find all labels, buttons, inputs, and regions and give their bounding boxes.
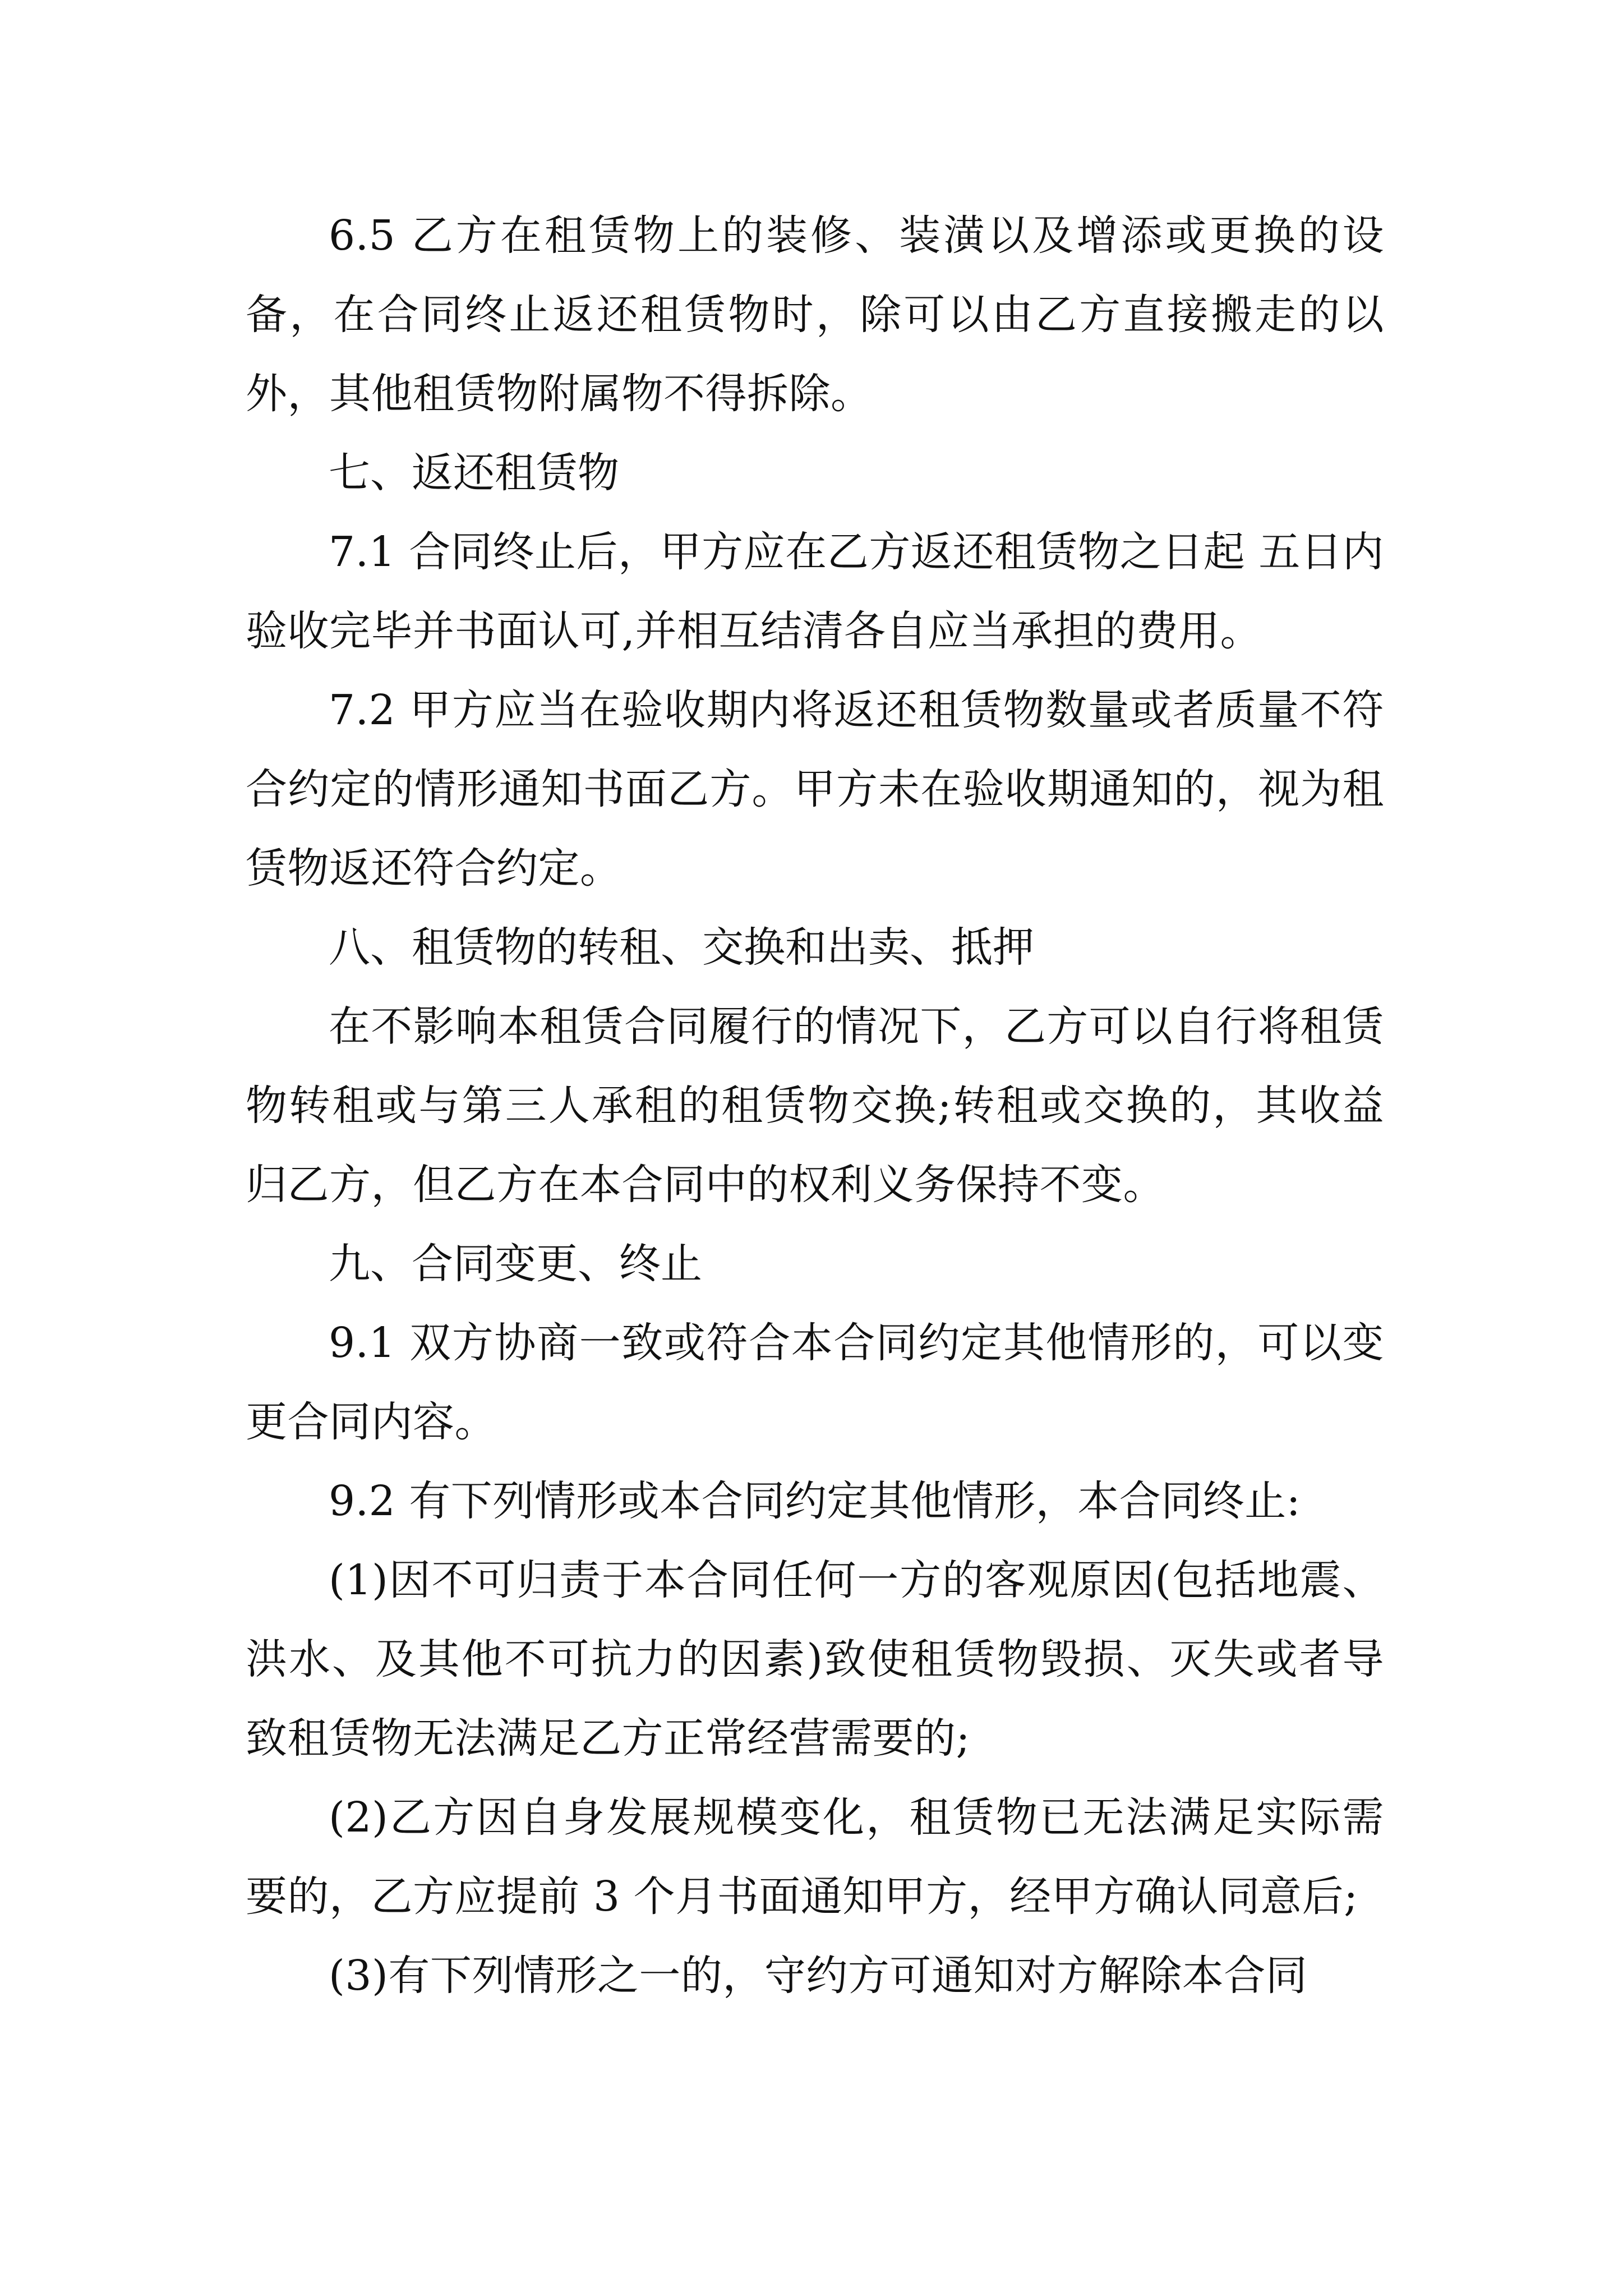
clause-6-5: 6.5 乙方在租赁物上的装修、装潢以及增添或更换的设备，在合同终止返还租赁物时，除可以由乙方直接搬走的以外，其他租赁物附属物不得拆除。 [246, 211, 1384, 418]
clause-9-2: 9.2 有下列情形或本合同约定其他情形，本合同终止: [329, 1477, 1301, 1525]
clause-9-2-item-2: (2)乙方因自身发展规模变化，租赁物已无法满足实际需要的，乙方应提前 3 个月书面通知甲方，经甲方确认同意后; [246, 1793, 1384, 1921]
section-heading-7: 七、返还租赁物 [329, 449, 619, 497]
section-heading-9: 九、合同变更、终止 [329, 1240, 702, 1288]
clause-9-2-item-1: (1)因不可归责于本合同任何一方的客观原因(包括地震、洪水、及其他不可抗力的因素)致使租赁物毁损、灭失或者导致租赁物无法满足乙方正常经营需要的; [246, 1556, 1384, 1763]
clause-9-2-item-3: (3)有下列情形之一的，守约方可通知对方解除本合同 [329, 1952, 1308, 2000]
section-8-paragraph: 在不影响本租赁合同履行的情况下，乙方可以自行将租赁物转租或与第三人承租的租赁物交换;转租或交换的，其收益归乙方，但乙方在本合同中的权利义务保持不变。 [246, 1002, 1384, 1209]
clause-7-1: 7.1 合同终止后，甲方应在乙方返还租赁物之日起 五日内验收完毕并书面认可,并相互结清各自应当承担的费用。 [246, 528, 1384, 655]
clause-7-2: 7.2 甲方应当在验收期内将返还租赁物数量或者质量不符合约定的情形通知书面乙方。甲方未在验收期通知的，视为租赁物返还符合约定。 [246, 686, 1384, 892]
section-heading-8: 八、租赁物的转租、交换和出卖、抵押 [329, 923, 1034, 972]
document-body [246, 196, 1384, 2016]
clause-9-1: 9.1 双方协商一致或符合本合同约定其他情形的，可以变更合同内容。 [246, 1319, 1384, 1446]
